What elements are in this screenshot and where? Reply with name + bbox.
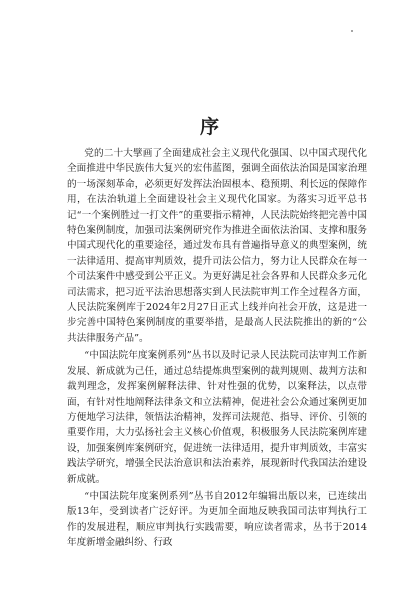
preface-body — [67, 146, 367, 551]
page-speck — [351, 30, 353, 32]
paragraph-3: “中国法院年度案例系列”丛书自2012年编辑出版以来，已连续出版13年，受到读者广泛好评。为更加全面地反映我国司法审判执行工作的发展进程，顺应审判执行实践需要，响应读者需求，丛书于2014年度新增金融纠纷、行政 — [67, 490, 367, 549]
page-title: 序 — [199, 116, 220, 138]
paragraph-2: “中国法院年度案例系列”丛书以及时记录人民法院司法审判工作新发展、新成就为己任，通过总结提炼典型案例的裁判规则、裁判方法和裁判理念，发挥案例解释法律、针对性强的优势，以案释法，以点带面，有针对性地阐释法律条文和立法精神，促进社会公众通过案例更加方便地学习法律，领悟法治精神，发挥司法规范、指导、评价、引领的重要作用，大力弘扬社会主义核心价值观，积极服务人民法院案例库建设，加强案例库案例研究，促进统一法律适用，提升审判质效，丰富实践法学研究，增强全民法治意识和法治素养，展现新时代我国法治建设新成就。 — [67, 350, 367, 485]
paragraph-1: 党的二十大擘画了全面建成社会主义现代化强国、以中国式现代化全面推进中华民族伟大复兴的宏伟蓝图，强调全面依法治国是国家治理的一场深刻革命，必须更好发挥法治固根本、稳预期、利长远的保障作用，在法治轨道上全面建设社会主义现代化国家。为落实习近平总书记“一个案例胜过一打文件”的重要指示精神，人民法院始终把完善中国特色案例制度，加强司法案例研究作为推进全面依法治国、支撑和服务中国式现代化的重要途径，通过发布具有普遍指导意义的典型案例，统一法律适用、提高审判质效，提升司法公信力，努力让人民群众在每一个司法案件中感受到公平正义。为更好满足社会各界和人民群众多元化司法需求，把习近平法治思想落实到人民法院审判工作全过程各方面，人民法院案例库于2024年2月27日正式上线并向社会开放，这是进一步完善中国特色案例制度的重要举措，是最高人民法院推出的新的“公共法律服务产品”。 — [67, 148, 367, 344]
